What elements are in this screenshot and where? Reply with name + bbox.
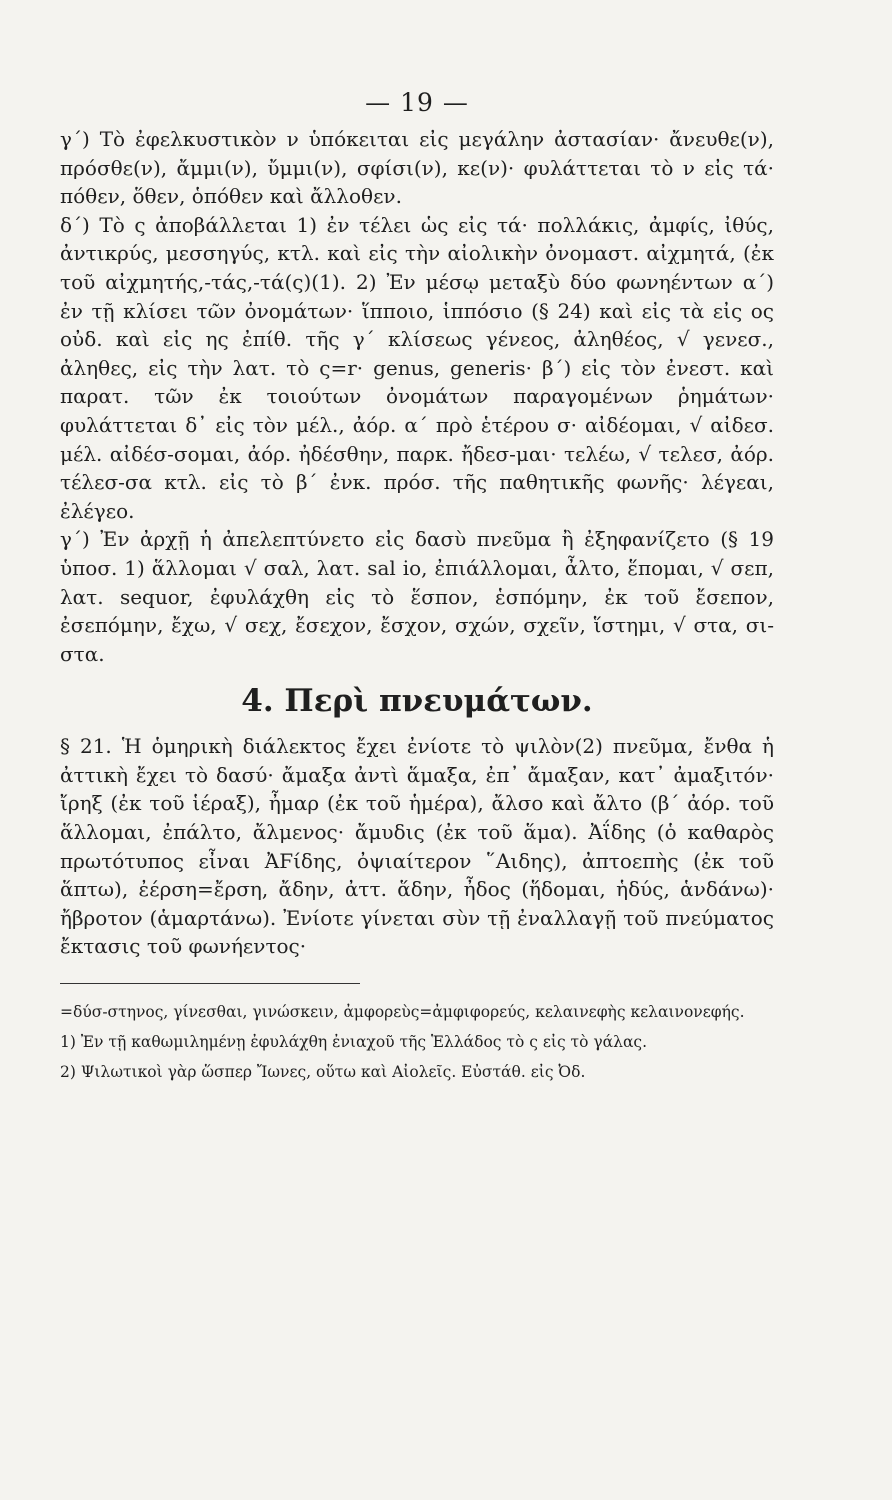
paragraph-ephelkystikon: γ΄) Τὸ ἐφελκυστικὸν ν ὑπόκειται εἰς μεγάλην ἀστασίαν· ἄνευθε(ν), πρόσθε(ν), ἄμμι(ν), ὔμμι(ν), σφίσι(ν), κε(ν)· φυλάττεται τὸ ν εἰς τά· πόθεν, ὅθεν, ὁπόθεν καὶ ἄλλοθεν. — [60, 127, 774, 209]
page-number: — 19 — — [365, 88, 469, 117]
paragraph-section-21: § 21. Ἡ ὁμηρικὴ διάλεκτος ἔχει ἐνίοτε τὸ ψιλὸν(2) πνεῦμα, ἔνθα ἡ ἀττικὴ ἔχει τὸ δασύ· ἄμαξα ἀντὶ ἅμαξα, ἐπ᾽ ἄμαξαν, κατ᾽ ἀμαξιτόν· ἴρηξ (ἐκ τοῦ ἱέραξ), ἦμαρ (ἐκ τοῦ ἡμέρα), ἄλσο καὶ ἄλτο (β΄ ἀόρ. τοῦ ἅλλομαι, ἐπάλτο, ἄλμενος· ἄμυδις (ἐκ τοῦ ἅμα). Ἀΐδης (ὁ καθαρὸς πρωτότυπος εἶναι ἈϜίδης, ὀψιαίτερον ῞Αιδης), ἀπτοεπὴς (ἐκ τοῦ ἅπτω), ἐέρση=ἔρση, ἄδην, ἀττ. ἅδην, ἦδος (ἥδομαι, ἡδύς, ἁνδάνω)· ἤβροτον (ἁμαρτάνω). Ἐνίοτε γίνεται σὺν τῇ ἐναλλαγῇ τοῦ πνεύματος ἔκτασις τοῦ φωνήεντος· — [60, 734, 774, 959]
section-heading: 4. Περὶ πνευμάτων. — [241, 683, 593, 720]
footnote-1: 1) Ἐν τῇ καθωμιλημένῃ ἐφυλάχθη ἐνιαχοῦ τῆς Ἑλλάδος τὸ ς εἰς τὸ γάλας. — [60, 1033, 648, 1052]
main-text — [60, 125, 774, 668]
footnotes — [60, 1000, 774, 1084]
paragraph-initial-sigma: γ΄) Ἐν ἀρχῇ ἡ ἀπελεπτύνετο εἰς δασὺ πνεῦμα ἢ ἐξηφανίζετο (§ 19 ὑποσ. 1) ἅλλομαι √ σαλ, λατ. sal io, ἐπιάλλομαι, ἆλτο, ἕπομαι, √ σεπ, λατ. sequor, ἐφυλάχθη εἰς τὸ ἕσπον, ἑσπόμην, ἐκ τοῦ ἔσεπον, ἐσεπόμην, ἔχω, √ σεχ, ἔσεχον, ἔσχον, σχών, σχεῖν, ἵστημι, √ στα, σι-στα. — [60, 527, 774, 666]
footnote-continued: =δύσ-στηνος, γίνεσθαι, γινώσκειν, ἀμφορεὺς=ἀμφιφορεύς, κελαινεφὴς κελαινονεφής. — [60, 1003, 745, 1022]
footnote-2: 2) Ψιλωτικοὶ γὰρ ὥσπερ Ἴωνες, οὕτω καὶ Αἰολεῖς. Εὐστάθ. εἰς Ὀδ. — [60, 1063, 586, 1082]
paragraph-sigma-dropped: δ΄) Τὸ ς ἀποβάλλεται 1) ἐν τέλει ὡς εἰς τά· πολλάκις, ἀμφίς, ἰθύς, ἀντικρύς, μεσσηγύς, κτλ. καὶ εἰς τὴν αἰολικὴν ὀνομαστ. αἰχμητά, (ἐκ τοῦ αἰχμητής,-τάς,-τά(ς)(1). 2) Ἐν μέσῳ μεταξὺ δύο φωνηέντων α΄) ἐν τῇ κλίσει τῶν ὀνομάτων· ἵπποιο, ἱππόσιο (§ 24) καὶ εἰς τὰ εἰς ος οὐδ. καὶ εἰς ης ἐπίθ. τῆς γ΄ κλίσεως γένεος, ἀληθέος, √ γενεσ., ἀληθες, εἰς τὴν λατ. τὸ ς=r· genus, generis· β΄) εἰς τὸν ἐνεστ. καὶ παρατ. τῶν ἐκ τοιούτων ὀνομάτων παραγομένων ῥημάτων· φυλάττεται δ᾽ εἰς τὸν μέλ., ἀόρ. α΄ πρὸ ἑτέρου σ· αἰδέομαι, √ αἰδεσ. μέλ. αἰδέσ-σομαι, ἀόρ. ἠδέσθην, παρκ. ἤδεσ-μαι· τελέω, √ τελεσ, ἀόρ. τέλεσ-σα κτλ. εἰς τὸ β΄ ἐνκ. πρόσ. τῆς παθητικῆς φωνῆς· λέγεαι, ἐλέγεο. — [60, 212, 774, 523]
footnote-divider — [60, 983, 360, 984]
